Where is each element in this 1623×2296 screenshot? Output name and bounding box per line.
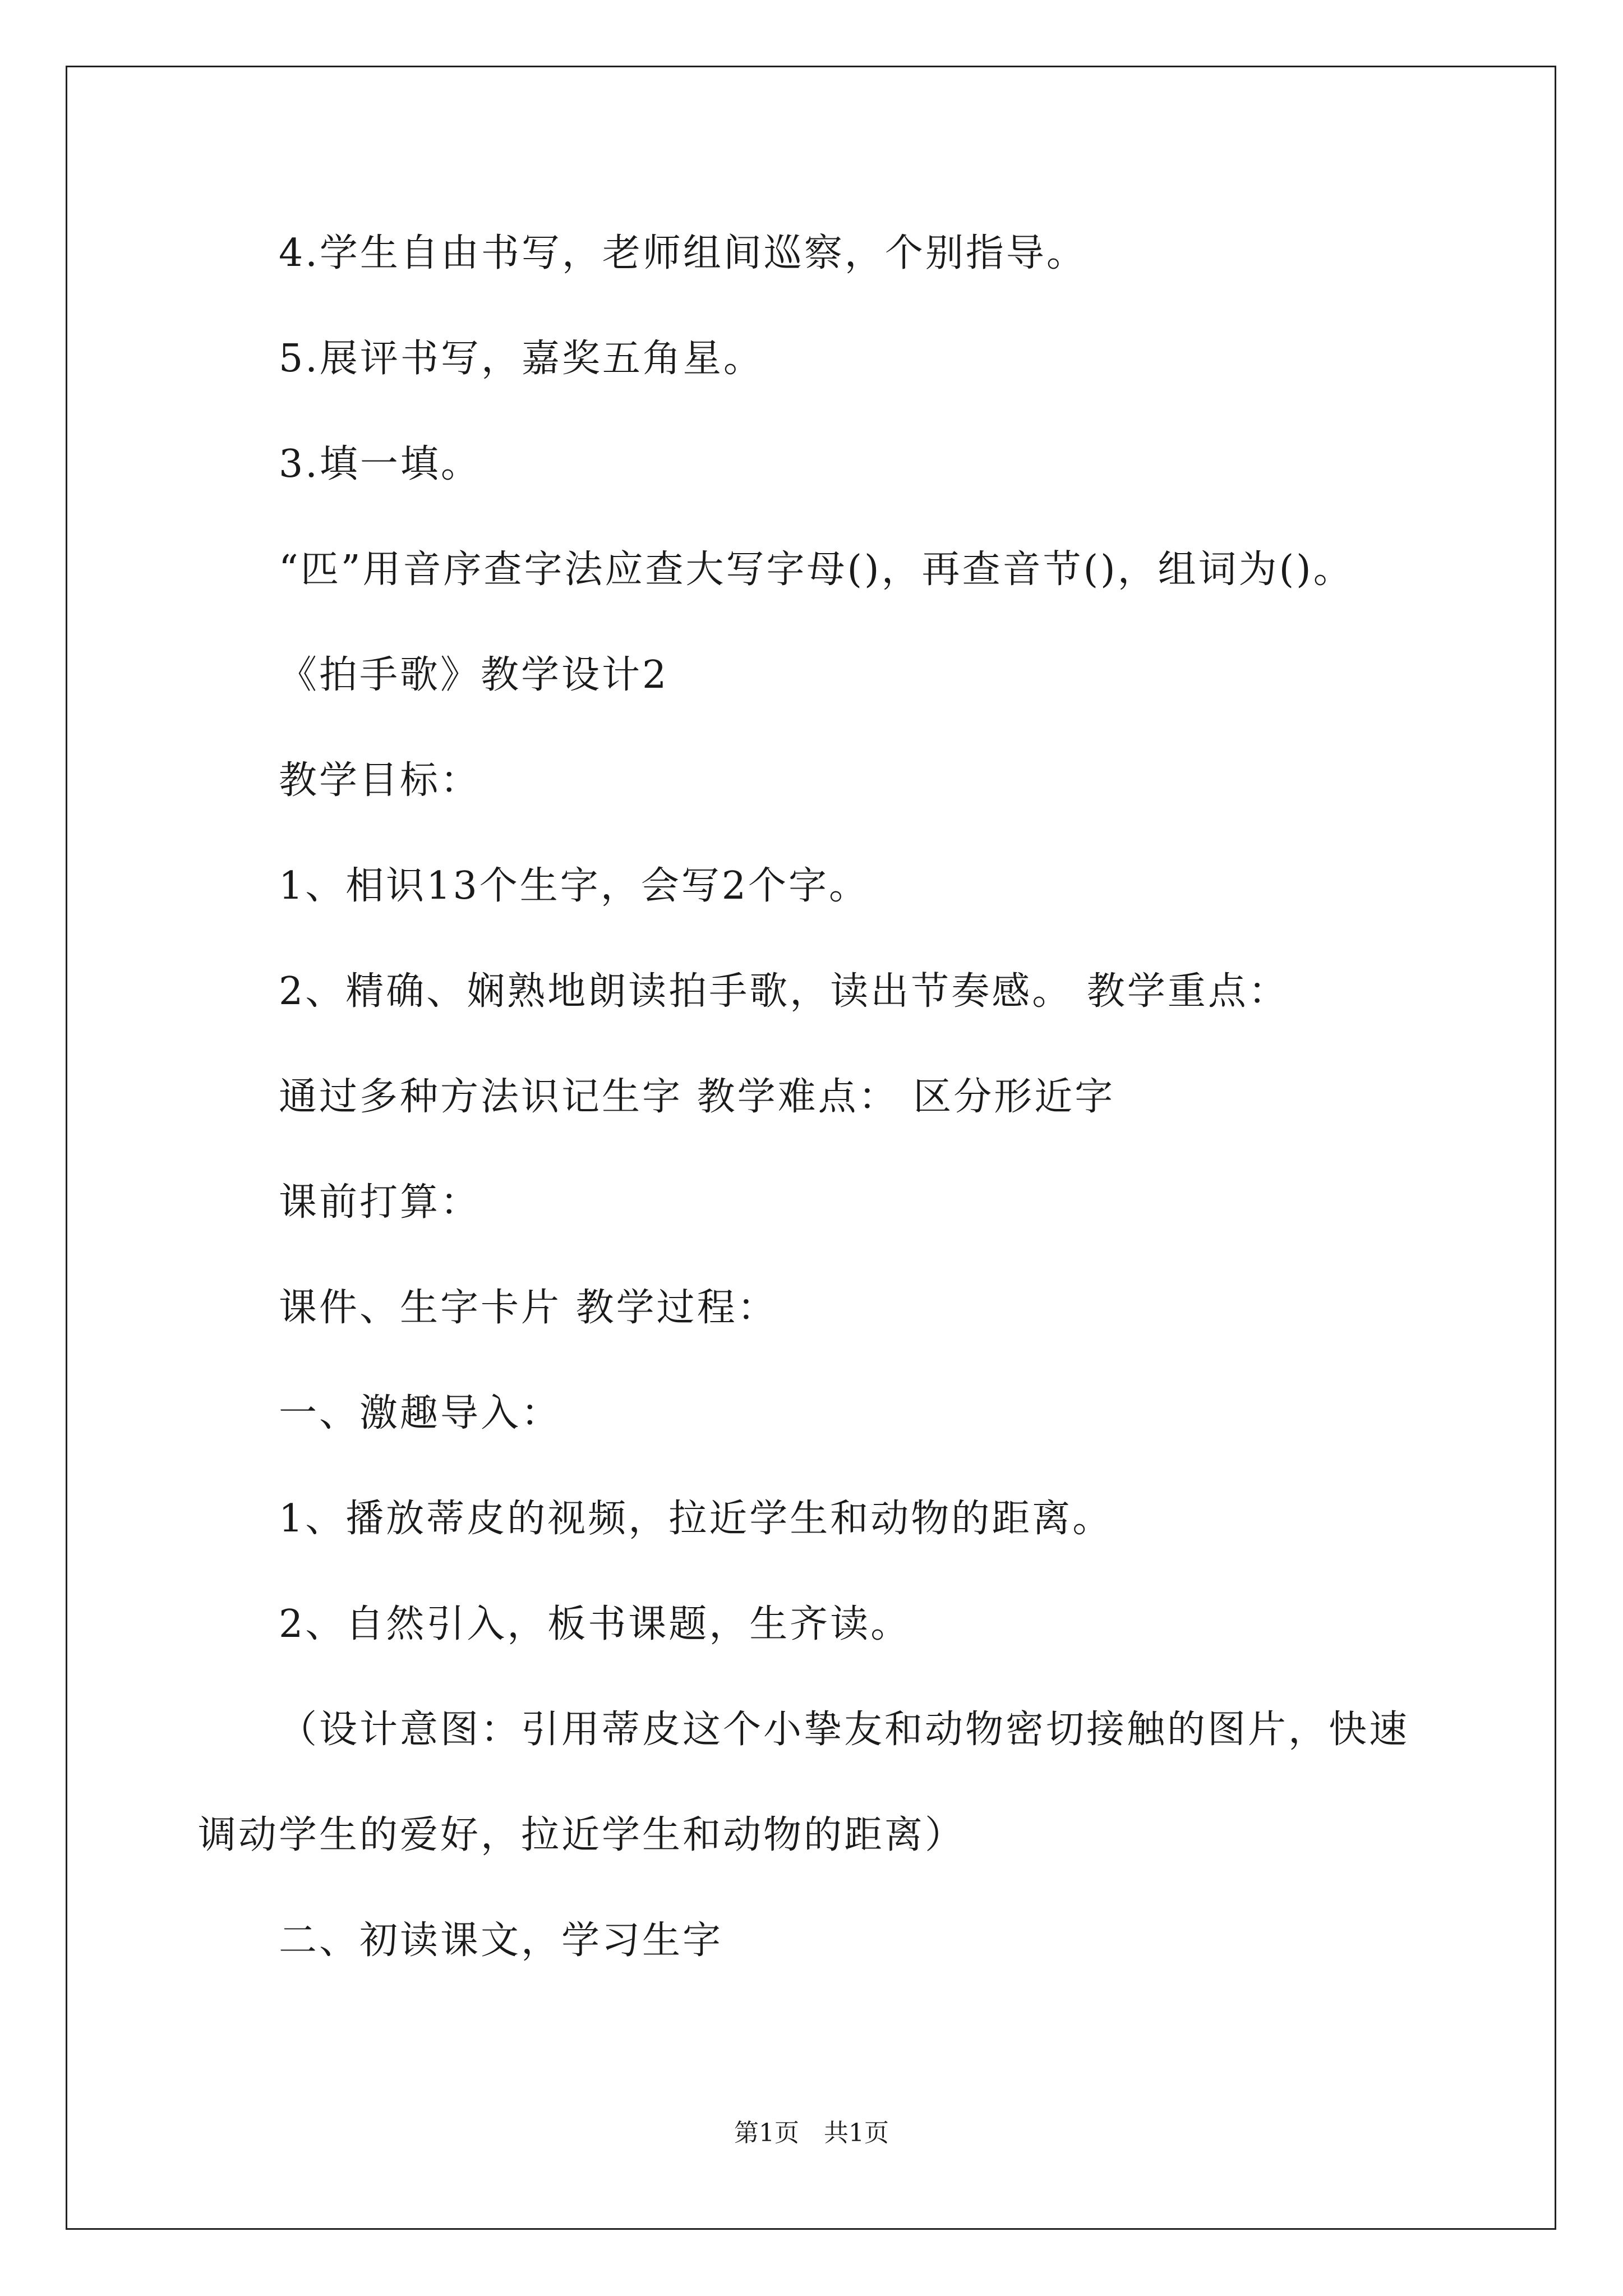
text-line: 4.学生自由书写，老师组间巡察，个别指导。 bbox=[279, 231, 1087, 275]
text-line: 5.展评书写，嘉奖五角星。 bbox=[279, 337, 764, 381]
page-number: 第1页 共1页 bbox=[734, 2119, 889, 2147]
text-line: 课前打算： bbox=[279, 1180, 481, 1225]
text-line: （设计意图：引用蒂皮这个小挚友和动物密切接触的图片，快速 bbox=[279, 1708, 1410, 1752]
text-line: 2、自然引入，板书课题，生齐读。 bbox=[279, 1602, 911, 1646]
text-line: 1、相识13个生字，会写2个字。 bbox=[279, 864, 870, 908]
text-line: 一、激趣导入： bbox=[279, 1391, 562, 1435]
section-heading: 《拍手歌》教学设计2 bbox=[279, 653, 669, 697]
text-line: 3.填一填。 bbox=[279, 442, 481, 486]
text-line: 1、播放蒂皮的视频，拉近学生和动物的距离。 bbox=[279, 1497, 1113, 1541]
text-line: 课件、生字卡片 教学过程： bbox=[279, 1286, 778, 1330]
text-line: 通过多种方法识记生字 教学难点： 区分形近字 bbox=[279, 1075, 1115, 1119]
text-line: “匹”用音序查字法应查大写字母()，再查音节()，组词为()。 bbox=[279, 547, 1354, 592]
text-line: 调动学生的爱好，拉近学生和动物的距离） bbox=[198, 1813, 966, 1857]
text-line: 二、初读课文，学习生字 bbox=[279, 1918, 723, 1963]
text-line: 2、精确、娴熟地朗读拍手歌，读出节奏感。 教学重点： bbox=[279, 969, 1289, 1014]
text-line: 教学目标： bbox=[279, 758, 481, 803]
